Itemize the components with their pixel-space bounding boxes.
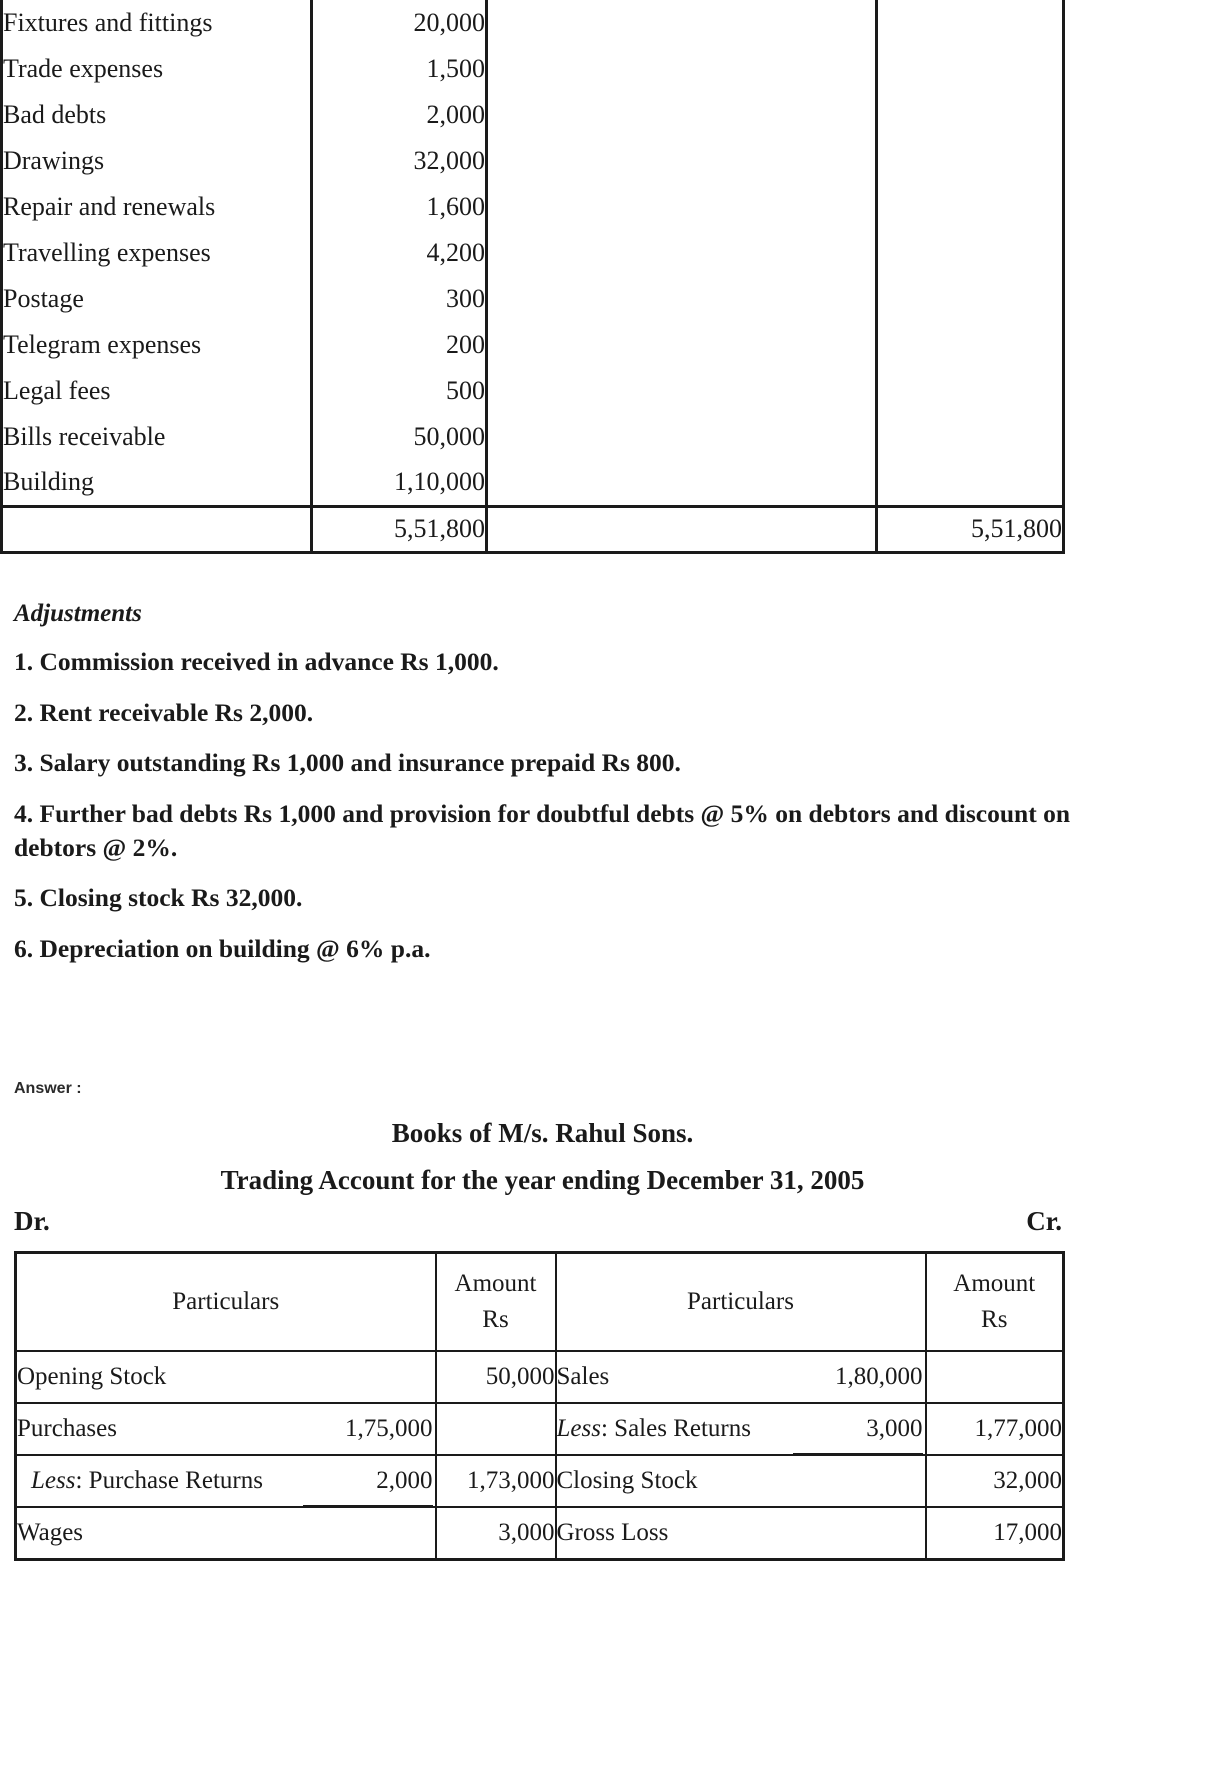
credit-particulars-cell (556, 1351, 926, 1403)
account-name-cell-right (487, 184, 877, 230)
adjustment-item: 5. Closing stock Rs 32,000. (14, 883, 303, 913)
cr-label: Cr. (1026, 1206, 1062, 1236)
adjustment-item: 6. Depreciation on building @ 6% p.a. (14, 933, 431, 963)
table-row (2, 0, 1064, 46)
credit-amount-cell (877, 276, 1064, 322)
subtotal-rule (793, 1453, 923, 1456)
credit-item-subamount: 1,80,000 (835, 1363, 923, 1390)
debit-item-subamount: 1,75,000 (345, 1415, 433, 1442)
table-row (16, 1507, 1064, 1559)
debit-amount-cell: 3,000 (436, 1507, 556, 1559)
amount-header-line1: Amount (454, 1269, 537, 1297)
account-name-cell: Drawings (2, 138, 312, 184)
trial-balance-body (2, 0, 1064, 552)
table-row (2, 230, 1064, 276)
debit-amount-cell: 2,000 (312, 92, 487, 138)
credit-item-label: Closing Stock (556, 1467, 698, 1494)
account-name-cell-right (487, 46, 877, 92)
debit-credit-labels (14, 1206, 1062, 1237)
table-row (2, 460, 1064, 506)
debit-amount-cell: 1,500 (312, 46, 487, 92)
adjustments-list (14, 645, 1084, 983)
debit-item-label: Wages (17, 1518, 84, 1546)
credit-amount-cell (877, 46, 1064, 92)
column-header-amount-right (926, 1253, 1064, 1352)
table-row (2, 276, 1064, 322)
column-header-amount-left (436, 1253, 556, 1352)
credit-particulars-cell (556, 1507, 926, 1559)
adjustment-item: 3. Salary outstanding Rs 1,000 and insurance prepaid Rs 800. (14, 748, 681, 778)
debit-amount-cell: 500 (312, 368, 487, 414)
account-name-cell: Fixtures and fittings (2, 0, 312, 46)
amount-header-line1: Amount (953, 1269, 1036, 1297)
table-row (16, 1455, 1064, 1507)
table-row (2, 46, 1064, 92)
account-name-cell: Bad debts (2, 92, 312, 138)
table-row (2, 322, 1064, 368)
account-name-cell-right (487, 138, 877, 184)
debit-item-label: Opening Stock (17, 1363, 167, 1390)
table-header-row (16, 1253, 1064, 1352)
trading-account-header (16, 1253, 1064, 1352)
amount-header-line2: Rs (482, 1306, 509, 1333)
credit-amount-cell (877, 460, 1064, 506)
column-header-particulars-right: Particulars (556, 1253, 926, 1352)
debit-amount-cell: 20,000 (312, 0, 487, 46)
adjustment-item: 2. Rent receivable Rs 2,000. (14, 697, 314, 727)
credit-item-text: Sales Returns (614, 1415, 751, 1442)
account-name-cell-right (487, 460, 877, 506)
trial-balance-continued-table (0, 0, 1062, 554)
debit-amount-cell: 1,600 (312, 184, 487, 230)
credit-item-subamount: 3,000 (866, 1415, 923, 1442)
total-label-cell-right (487, 506, 877, 552)
credit-amount-cell (926, 1351, 1064, 1403)
debit-amount-cell: 50,000 (436, 1351, 556, 1403)
adjustment-item: 1. Commission received in advance Rs 1,000. (14, 647, 499, 676)
table-row (16, 1403, 1064, 1455)
column-header-particulars-left: Particulars (16, 1253, 436, 1352)
credit-amount-cell (877, 138, 1064, 184)
credit-amount-cell (877, 368, 1064, 414)
debit-particulars-cell (16, 1351, 436, 1403)
table-total-row (2, 506, 1064, 552)
trial-balance-table (0, 0, 1065, 554)
less-prefix: Less (31, 1467, 76, 1494)
debit-particulars-cell (16, 1455, 436, 1507)
table-row (16, 1351, 1064, 1403)
total-debit-amount-cell: 5,51,800 (312, 506, 487, 552)
credit-amount-cell (877, 230, 1064, 276)
credit-item-label: Less: Sales Returns (556, 1415, 751, 1442)
table-row (2, 414, 1064, 460)
adjustments-heading: Adjustments (14, 600, 142, 627)
account-name-cell-right (487, 0, 877, 46)
account-name-cell-right (487, 276, 877, 322)
trading-account-body (16, 1351, 1064, 1559)
trading-account-table (14, 1251, 1065, 1561)
table-row (2, 184, 1064, 230)
account-name-cell-right (487, 368, 877, 414)
account-name-cell: Trade expenses (2, 46, 312, 92)
answer-label: Answer : (14, 1080, 82, 1097)
dr-label: Dr. (14, 1206, 50, 1236)
debit-amount-cell: 32,000 (312, 138, 487, 184)
credit-amount-cell (877, 184, 1064, 230)
account-name-cell-right (487, 92, 877, 138)
debit-amount-cell: 4,200 (312, 230, 487, 276)
debit-amount-cell: 50,000 (312, 414, 487, 460)
adjustment-item: 4. Further bad debts Rs 1,000 and provision for doubtful debts @ 5% on debtors and discount on debtors @ 2%. (14, 798, 1070, 862)
account-name-cell: Telegram expenses (2, 322, 312, 368)
table-row (2, 368, 1064, 414)
account-name-cell: Legal fees (2, 368, 312, 414)
credit-item-label: Sales (556, 1363, 610, 1390)
debit-amount-cell (436, 1403, 556, 1455)
debit-particulars-cell (16, 1403, 436, 1455)
credit-amount-cell (877, 322, 1064, 368)
account-name-cell-right (487, 322, 877, 368)
debit-amount-cell: 300 (312, 276, 487, 322)
credit-amount-cell: 32,000 (926, 1455, 1064, 1507)
credit-amount-cell (877, 92, 1064, 138)
amount-header-line2: Rs (981, 1306, 1008, 1333)
debit-amount-cell: 1,10,000 (312, 460, 487, 506)
account-name-cell-right (487, 230, 877, 276)
account-name-cell: Repair and renewals (2, 184, 312, 230)
table-row (2, 92, 1064, 138)
table-row (2, 138, 1064, 184)
less-prefix: Less (556, 1415, 601, 1442)
debit-amount-cell: 1,73,000 (436, 1455, 556, 1507)
credit-amount-cell: 17,000 (926, 1507, 1064, 1559)
account-name-cell: Bills receivable (2, 414, 312, 460)
account-name-cell-right (487, 414, 877, 460)
account-name-cell: Travelling expenses (2, 230, 312, 276)
debit-item-subamount: 2,000 (376, 1467, 433, 1494)
credit-amount-cell: 1,77,000 (926, 1403, 1064, 1455)
debit-item-label: Purchases (17, 1415, 117, 1442)
trading-account-table-wrapper (14, 1251, 1062, 1561)
debit-item-text: Purchase Returns (88, 1467, 263, 1494)
debit-item-label: Less: Purchase Returns (31, 1467, 263, 1494)
total-credit-amount-cell: 5,51,800 (877, 506, 1064, 552)
debit-amount-cell: 200 (312, 322, 487, 368)
credit-item-label: Gross Loss (556, 1518, 669, 1546)
debit-particulars-cell (16, 1507, 436, 1559)
books-title: Books of M/s. Rahul Sons. (391, 1118, 694, 1148)
account-name-cell: Building (2, 460, 312, 506)
account-title: Trading Account for the year ending December 31, 2005 (220, 1165, 865, 1195)
credit-amount-cell (877, 0, 1064, 46)
subtotal-rule (303, 1505, 433, 1508)
account-name-cell: Postage (2, 276, 312, 322)
credit-particulars-cell (556, 1455, 926, 1507)
credit-particulars-cell (556, 1403, 926, 1455)
total-label-cell (2, 506, 312, 552)
credit-amount-cell (877, 414, 1064, 460)
